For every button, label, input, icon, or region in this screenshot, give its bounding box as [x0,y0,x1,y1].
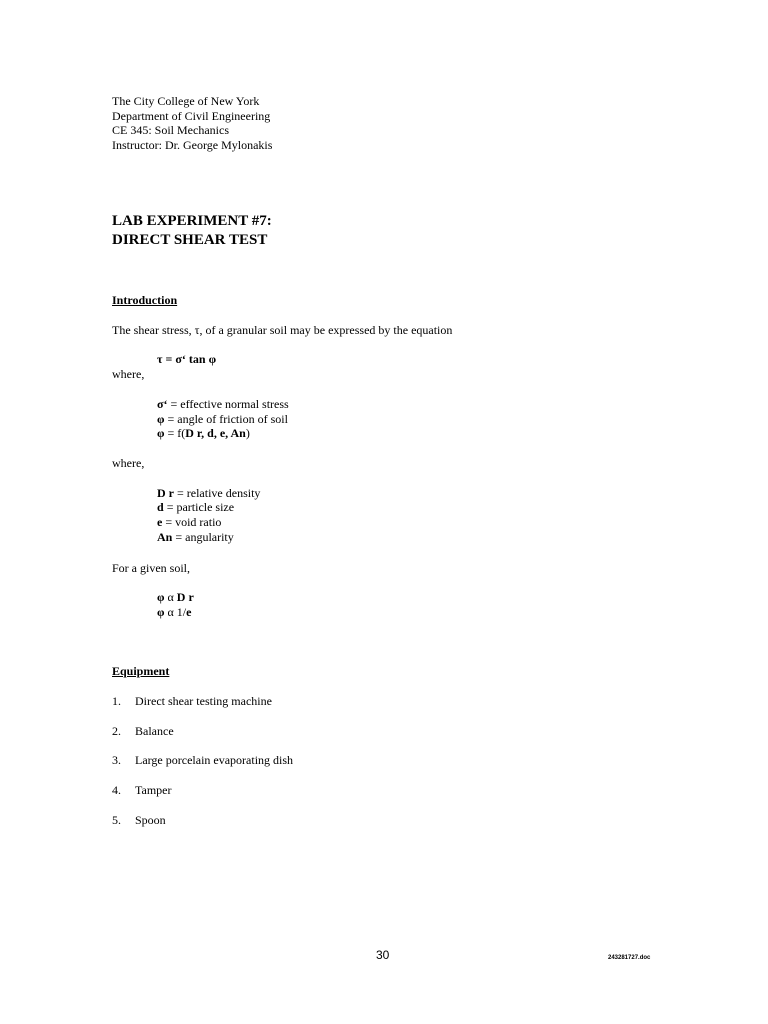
list-number: 4. [112,783,121,797]
definition-line [157,515,221,530]
definition-symbol: φ [157,426,165,440]
definition-symbol: φ [157,412,165,426]
intro-paragraph: The shear stress, τ, of a granular soil may be expressed by the equation [112,323,453,337]
equipment-list-item [112,694,272,709]
list-text: Balance [135,724,174,738]
function-close: ) [245,426,250,440]
definition-symbol: e [157,515,163,529]
list-text: Spoon [135,813,166,827]
given-soil-label: For a given soil, [112,561,190,575]
introduction-heading: Introduction [112,293,178,307]
definition-line [157,500,234,515]
where-label: where, [112,456,145,470]
document-title [112,212,272,250]
definition-line [157,530,234,545]
definition-line [157,412,288,427]
list-number: 3. [112,753,121,767]
definition-line [157,486,260,501]
definition-text: = effective normal stress [167,397,289,411]
definition-line [157,397,289,412]
list-text: Large porcelain evaporating dish [135,753,294,767]
document-filename: 243281727.doc [608,955,651,961]
page-number: 30 [376,948,390,962]
definition-symbol: An [157,530,173,544]
where-label: where, [112,367,145,381]
relation-line [157,590,194,605]
relation-rhs: e [186,605,192,619]
header-line: The City College of New York [112,94,260,108]
list-number: 2. [112,724,121,738]
course-header [112,94,272,152]
relation-symbol: φ [157,605,165,619]
list-number: 5. [112,813,121,827]
function-args: D r, d, e, An [185,426,246,440]
definition-symbol: d [157,500,164,514]
definition-symbol: D r [157,486,174,500]
equipment-list-item [112,813,166,828]
list-text: Direct shear testing machine [135,694,272,708]
definition-symbol: σ‘ [157,397,168,411]
title-line-1: LAB EXPERIMENT #7: [112,213,272,229]
equipment-heading: Equipment [112,664,170,678]
definition-text: = void ratio [162,515,222,529]
relation-symbol: φ [157,590,165,604]
relation-operator: α 1/ [164,605,187,619]
definition-text: = relative density [174,486,261,500]
list-text: Tamper [135,783,172,797]
definition-text: = angularity [172,530,234,544]
equipment-list-item [112,783,171,798]
equipment-list-item [112,753,293,768]
header-line: Instructor: Dr. George Mylonakis [112,137,273,152]
header-line: Department of Civil Engineering [112,108,271,123]
relation-line [157,605,191,620]
definition-text: = angle of friction of soil [164,412,288,426]
equipment-list-item [112,724,174,739]
definition-line [157,426,250,441]
relation-operator: α [164,590,177,604]
relation-rhs: D r [176,590,194,604]
header-line: CE 345: Soil Mechanics [112,123,229,137]
shear-equation: τ = σ‘ tan φ [157,352,217,366]
list-number: 1. [112,694,121,708]
definition-text: = particle size [163,500,235,514]
definition-text: = f( [164,426,186,440]
title-line-2: DIRECT SHEAR TEST [112,232,268,248]
